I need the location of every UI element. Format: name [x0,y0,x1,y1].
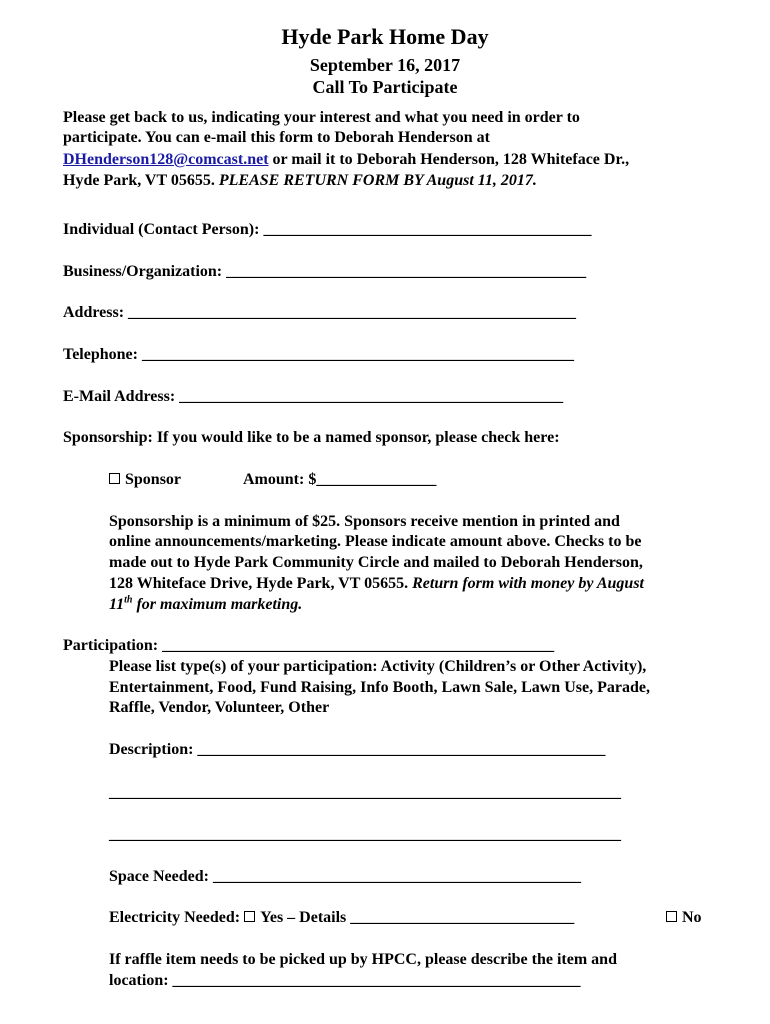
electricity-no-option[interactable] [666,908,702,928]
participation-types-2: Entertainment, Food, Fund Raising, Info Booth, Lawn Sale, Lawn Use, Parade, [109,679,650,696]
intro-line-1: Please get back to us, indicating your interest and what you need in order to [63,109,580,126]
electricity-label: Electricity Needed: [109,909,245,926]
intro-line-4 [63,171,537,191]
sponsorship-text-3: made out to Hyde Park Community Circle and mailed to Deborah Henderson, [109,554,643,571]
business-field[interactable]: Business/Organization: _____________________________________________ [63,263,587,280]
deadline-rest: for maximum marketing. [132,596,303,613]
sponsorship-text-5 [109,595,302,615]
sponsorship-deadline-start: Return form with money by August [412,575,644,592]
amount-field[interactable]: Amount: $_______________ [243,471,437,488]
electricity-yes-checkbox[interactable] [244,911,255,922]
page-subtitle: Call To Participate [312,77,458,97]
sponsorship-heading: Sponsorship: If you would like to be a named sponsor, please check here: [63,429,560,446]
sponsor-label: Sponsor [125,471,182,488]
deadline-suffix: th [124,594,133,606]
participation-types-1: Please list type(s) of your participation: Activity (Children’s or Other Activity), [109,658,647,675]
intro-line-3 [63,150,629,170]
page-title: Hyde Park Home Day [281,24,489,49]
raffle-text: If raffle item needs to be picked up by HPCC, please describe the item and [109,951,617,968]
electricity-no-label: No [682,909,702,926]
electricity-row [109,908,574,928]
telephone-field[interactable]: Telephone: ______________________________________________________ [63,346,574,363]
event-date: September 16, 2017 [309,55,461,75]
sponsor-option[interactable] [109,470,181,490]
description-line-3[interactable]: ________________________________________________________________ [109,826,621,843]
individual-field[interactable]: Individual (Contact Person): _________________________________________ [63,221,592,238]
participation-types-3: Raffle, Vendor, Volunteer, Other [109,699,330,716]
return-deadline: PLEASE RETURN FORM BY August 11, 2017. [218,172,537,189]
space-needed-field[interactable]: Space Needed: ______________________________________________ [109,868,581,885]
sponsorship-text-1: Sponsorship is a minimum of $25. Sponsors receive mention in printed and [109,513,620,530]
sponsorship-address: 128 Whiteface Drive, Hyde Park, VT 05655. [109,575,413,592]
deadline-day: 11 [109,596,125,613]
intro-line-3-text: or mail it to Deborah Henderson, 128 Whiteface Dr., [268,151,630,168]
address-field[interactable]: Address: ________________________________________________________ [63,304,577,321]
electricity-no-checkbox[interactable] [666,911,677,922]
intro-line-2: participate. You can e-mail this form to Deborah Henderson at [63,129,490,146]
electricity-yes-details[interactable]: Yes – Details ____________________________ [260,909,575,926]
raffle-location-field[interactable]: location: ___________________________________________________ [109,972,581,989]
email-link[interactable]: DHenderson128@comcast.net [63,151,269,168]
intro-address-end: Hyde Park, VT 05655. [63,172,219,189]
description-line-2[interactable]: ________________________________________________________________ [109,784,621,801]
email-field[interactable]: E-Mail Address: ________________________________________________ [63,388,564,405]
sponsorship-text-2: online announcements/marketing. Please indicate amount above. Checks to be [109,533,642,550]
sponsor-checkbox[interactable] [109,473,120,484]
description-field[interactable]: Description: ___________________________________________________ [109,741,606,758]
sponsorship-text-4 [109,574,644,594]
participation-field[interactable]: Participation: _________________________________________________ [63,637,555,654]
